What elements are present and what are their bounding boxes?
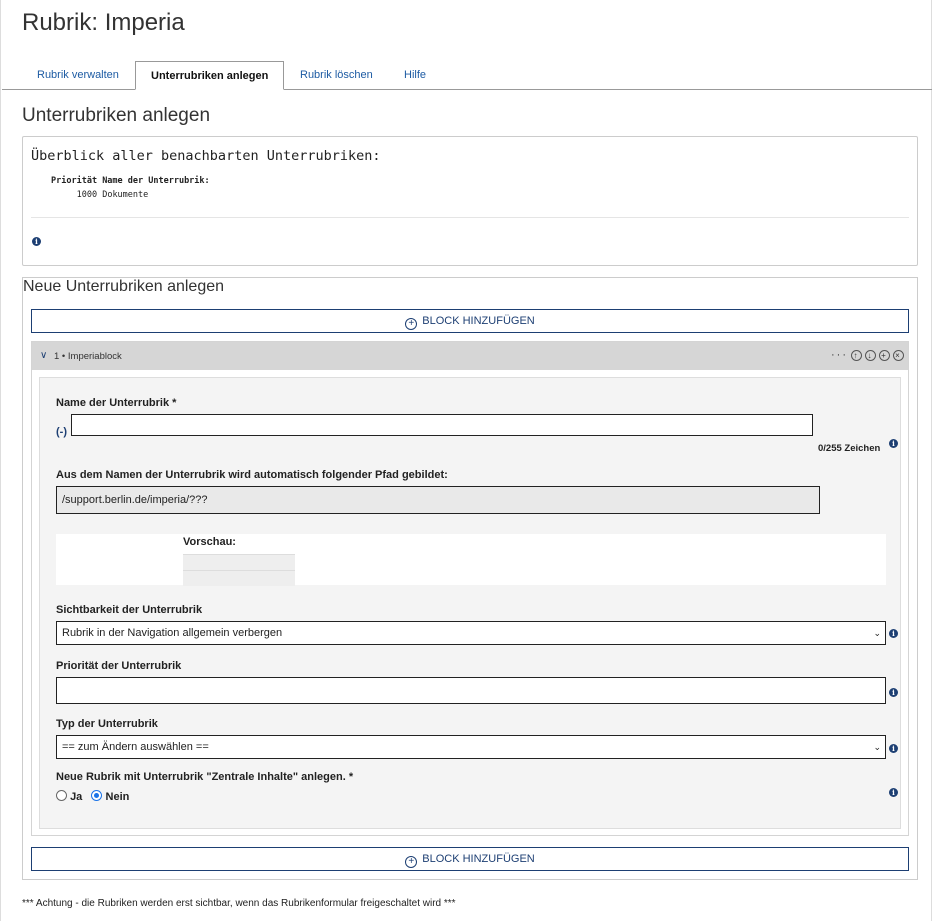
char-count: 0/255 Zeichen	[818, 443, 881, 454]
radio-ja[interactable]	[56, 790, 67, 801]
name-input[interactable]	[71, 414, 813, 436]
remove-icon[interactable]: ×	[893, 350, 904, 361]
new-subsection-legend: Neue Unterrubriken anlegen	[23, 278, 225, 295]
preview-label: Vorschau:	[183, 536, 236, 548]
radio-ja-label: Ja	[70, 791, 83, 803]
block-label: 1 • Imperiablock	[54, 351, 122, 362]
radio-nein-label: Nein	[105, 791, 130, 803]
block-controls	[831, 349, 904, 361]
info-icon[interactable]: i	[32, 237, 41, 246]
add-block-button-top[interactable]	[31, 309, 909, 333]
imperia-block	[31, 341, 909, 836]
collapse-chevron-icon[interactable]: ∨	[40, 350, 48, 361]
path-field: /support.berlin.de/imperia/???	[56, 486, 820, 514]
tab-rubrik-loeschen[interactable]: Rubrik löschen	[300, 69, 373, 81]
new-subsection-panel	[22, 277, 918, 880]
tab-bar	[2, 61, 932, 90]
overview-table	[51, 174, 210, 202]
block-header[interactable]	[32, 342, 908, 370]
add-block-label: BLOCK HINZUFÜGEN	[422, 315, 535, 327]
info-icon[interactable]: i	[889, 629, 898, 638]
add-icon[interactable]: +	[879, 350, 890, 361]
path-label: Aus dem Namen der Unterrubrik wird automatisch folgender Pfad gebildet:	[56, 469, 448, 481]
visibility-value: Rubrik in der Navigation allgemein verbergen	[62, 627, 283, 639]
add-block-label: BLOCK HINZUFÜGEN	[422, 853, 535, 865]
more-icon[interactable]: ···	[831, 349, 848, 361]
radio-nein[interactable]	[91, 790, 102, 801]
tab-unterrubriken-anlegen[interactable]: Unterrubriken anlegen	[135, 61, 284, 90]
preview-divider	[183, 570, 295, 571]
info-icon[interactable]: i	[889, 788, 898, 797]
footer-note: *** Achtung - die Rubriken werden erst sichtbar, wenn das Rubrikenformular freigeschaltet wird ***	[22, 898, 456, 909]
info-icon[interactable]: i	[889, 439, 898, 448]
type-value: == zum Ändern auswählen ==	[62, 741, 209, 753]
page-title: Rubrik: Imperia	[22, 9, 185, 36]
type-label: Typ der Unterrubrik	[56, 718, 158, 730]
block-body	[39, 377, 901, 829]
name-label: Name der Unterrubrik *	[56, 397, 177, 409]
code-toggle-icon[interactable]: (-)	[56, 426, 67, 438]
add-block-button-bottom[interactable]	[31, 847, 909, 871]
preview-box	[183, 554, 295, 586]
divider	[31, 217, 909, 218]
col-name: Name der Unterrubrik:	[102, 176, 210, 186]
preview-area	[56, 534, 886, 585]
move-up-icon[interactable]: ↑	[851, 350, 862, 361]
plus-circle-icon: +	[405, 318, 417, 330]
row-priority: 1000	[76, 190, 98, 200]
overview-header-row	[51, 174, 210, 188]
overview-heading: Überblick aller benachbarten Unterrubriken:	[31, 148, 381, 164]
chevron-down-icon: ⌄	[873, 628, 881, 638]
move-down-icon[interactable]: ↓	[865, 350, 876, 361]
tab-rubrik-verwalten[interactable]: Rubrik verwalten	[37, 69, 119, 81]
visibility-select[interactable]	[56, 621, 886, 645]
type-select[interactable]	[56, 735, 886, 759]
row-name: Dokumente	[102, 190, 149, 200]
central-content-radios	[56, 790, 129, 803]
table-row	[51, 188, 210, 202]
info-icon[interactable]: i	[889, 688, 898, 697]
chevron-down-icon: ⌄	[873, 742, 881, 752]
priority-input[interactable]	[56, 677, 886, 704]
overview-panel	[22, 136, 918, 266]
visibility-label: Sichtbarkeit der Unterrubrik	[56, 604, 203, 616]
priority-label: Priorität der Unterrubrik	[56, 660, 182, 672]
info-icon[interactable]: i	[889, 744, 898, 753]
section-title: Unterrubriken anlegen	[22, 105, 211, 126]
tab-hilfe[interactable]: Hilfe	[404, 69, 427, 81]
col-priority: Priorität	[51, 176, 98, 186]
central-content-label: Neue Rubrik mit Unterrubrik "Zentrale Inhalte" anlegen. *	[56, 771, 354, 783]
plus-circle-icon: +	[405, 856, 417, 868]
